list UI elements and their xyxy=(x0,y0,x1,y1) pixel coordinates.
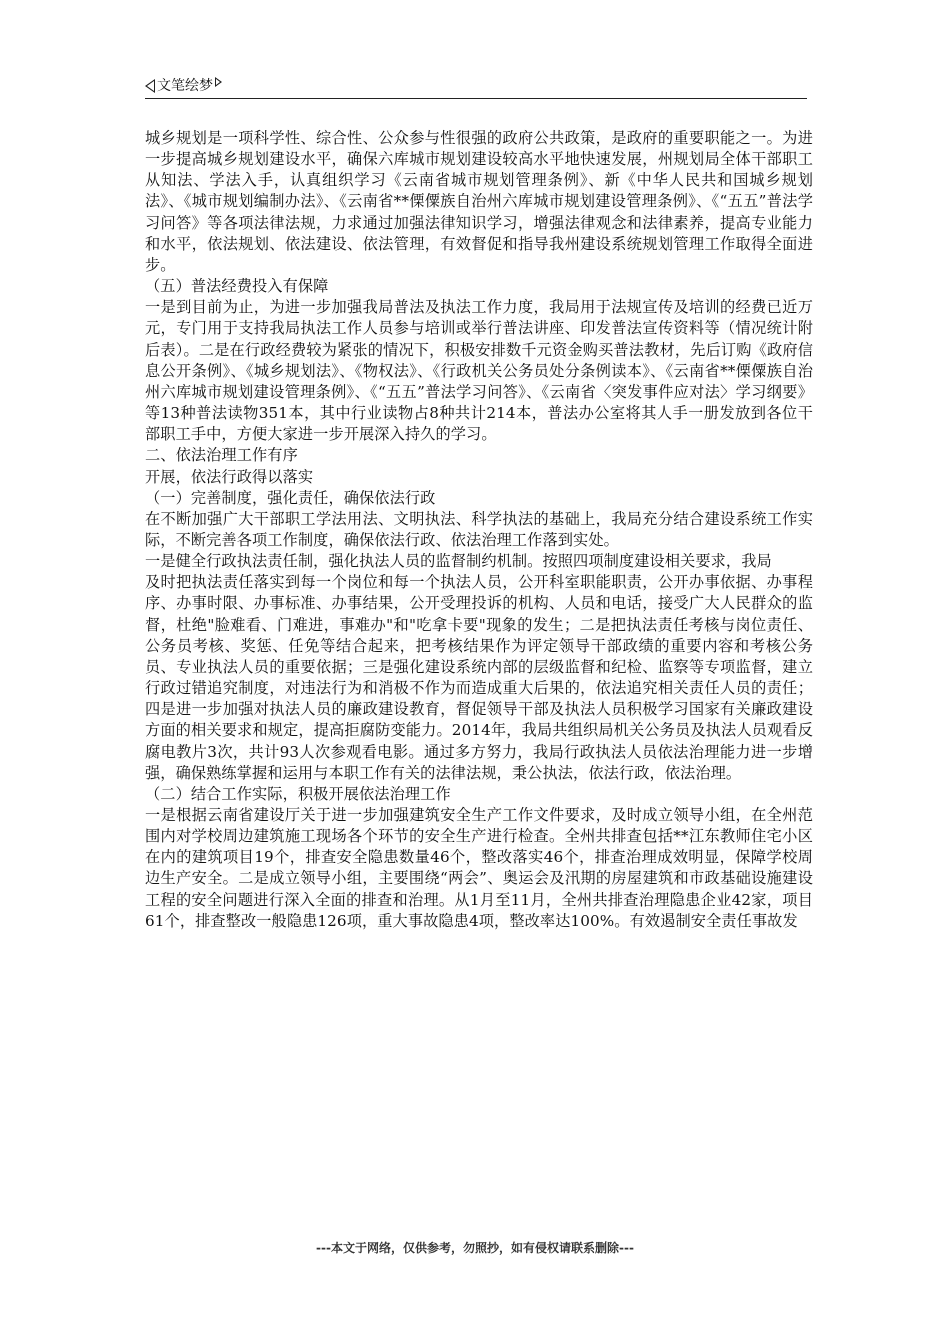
paragraph-safety: 一是根据云南省建设厅关于进一步加强建筑安全生产工作文件要求，及时成立领导小组，在全州范围内对学校周边建筑施工现场各个环节的安全生产进行检查。全州共排查包括**江东教师住宅小区在内的建筑项目19个，排查安全隐患数量46个，整改落实46个，排查治理成效明显，保障学校周边生产安全。二是成立领导小组，主要围绕“两会”、奥运会及汛期的房屋建筑和市政基础设施建设工程的安全问题进行深入全面的排查和治理。从1月至11月，全州共排查治理隐患企业42家，项目61个，排查整改一般隐患126项，重大事故隐患4项，整改率达100%。有效遏制安全责任事故发 xyxy=(145,806,813,930)
page-header xyxy=(145,74,807,99)
header-brand xyxy=(145,77,222,98)
paragraph-system: 在不断加强广大干部职工学法用法、文明执法、科学执法的基础上，我局充分结合建设系统工作实际，不断完善各项工作制度，确保依法行政、依法治理工作落到实处。 xyxy=(145,509,813,549)
footer-notice: ---本文于网络，仅供参考，勿照抄，如有侵权请联系删除--- xyxy=(316,1241,634,1255)
section-heading-2-cont: 开展，依法行政得以落实 xyxy=(145,467,314,486)
paragraph-funding: 一是到目前为止，为进一步加强我局普法及执法工作力度，我局用于法规宣传及培训的经费已近万元，专门用于支持我局执法工作人员参与培训或举行普法讲座、印发普法宣传资料等（情况统计附后表）。二是在行政经费较为紧张的情况下，积极安排数千元资金购买普法教材，先后订购《政府信息公开条例》、《城乡规划法》、《物权法》、《行政机关公务员处分条例读本》、《云南省**傈僳族自治州六库城市规划建设管理条例》、《“五五”普法学习问答》、《云南省〈突发事件应对法〉学习纲要》等13种普法读物351本，其中行业读物占8种共计214本，普法办公室将其人手一册发放到各位干部职工手中，方便大家进一步开展深入持久的学习。 xyxy=(145,298,813,444)
section-heading-2: 二、依法治理工作有序 xyxy=(145,446,298,465)
document-body xyxy=(145,128,813,932)
section-heading-5: （五）普法经费投入有保障 xyxy=(145,277,329,296)
subsection-heading-2: （二）结合工作实际，积极开展依法治理工作 xyxy=(145,784,451,803)
header-brand-text: 文笔绘梦 xyxy=(157,78,213,94)
paragraph-responsibility: 一是健全行政执法责任制，强化执法人员的监督制约机制。按照四项制度建设相关要求，我局 xyxy=(145,552,772,571)
left-triangle-icon xyxy=(145,79,155,93)
subsection-heading-1: （一）完善制度，强化责任，确保依法行政 xyxy=(145,488,436,507)
right-triangle-icon xyxy=(215,77,222,87)
paragraph-enforcement: 及时把执法责任落实到每一个岗位和每一个执法人员，公开科室职能职责，公开办事依据、办事程序、办事时限、办事标准、办事结果，公开受理投诉的机构、人员和电话，接受广大人民群众的监督，杜绝"脸难看、门难进，事难办"和"吃拿卡要"现象的发生；二是把执法责任考核与岗位责任、公务员考核、奖惩、任免等结合起来，把考核结果作为评定领导干部政绩的重要内容和考核公务员、专业执法人员的重要依据；三是强化建设系统内部的层级监督和纪检、监察等专项监督，建立行政过错追究制度，对违法行为和消极不作为而造成重大后果的，依法追究相关责任人员的责任；四是进一步加强对执法人员的廉政建设教育，督促领导干部及执法人员积极学习国家有关廉政建设方面的相关要求和规定，提高拒腐防变能力。2014年，我局共组织局机关公务员及执法人员观看反腐电教片3次，共计93人次参观看电影。通过多方努力，我局行政执法人员依法治理能力进一步增强，确保熟练掌握和运用与本职工作有关的法律法规，秉公执法，依法行政，依法治理。 xyxy=(145,573,813,782)
paragraph-intro: 城乡规划是一项科学性、综合性、公众参与性很强的政府公共政策，是政府的重要职能之一。为进一步提高城乡规划建设水平，确保六库城市规划建设较高水平地快速发展，州规划局全体干部职工从知法、学法入手，认真组织学习《云南省城市规划管理条例》、新《中华人民共和国城乡规划法》、《城市规划编制办法》、《云南省**傈僳族自治州六库城市规划建设管理条例》、《“五五”普法学习问答》等各项法律法规，力求通过加强法律知识学习，增强法律观念和法律素养，提高专业能力和水平，依法规划、依法建设、依法管理，有效督促和指导我州建设系统规划管理工作取得全面进步。 xyxy=(145,129,813,274)
